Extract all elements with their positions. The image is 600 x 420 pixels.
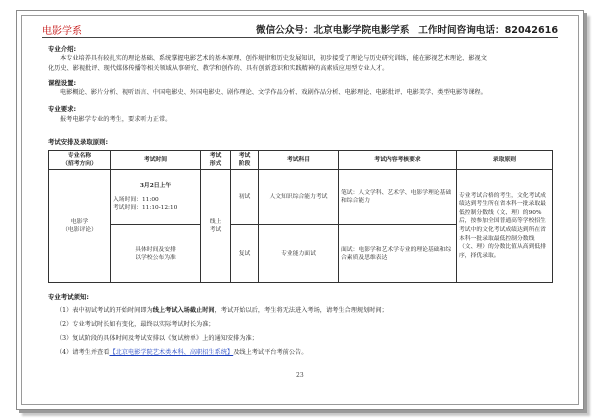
retest-time-cell: 具体时间及安排 以学校公布为准 [111,225,201,283]
subject-cell: 人文知识综合能力考试 [259,170,339,225]
hotline: 工作时间咨询电话：82042616 [418,25,558,36]
major-cell: 电影学 （电影评论） [49,170,111,283]
admission-cell: 专业考试合格的考生，文化考试成绩达到考生所在省本科一批录取最低控制分数线（文、理）的90%后，按参加全国普通高等学校招生考试中的文化考试成绩达到所在省本科一批录取最低控制分数线（文、理）的分数比值从高到低排序，择优录取。 [457,170,553,283]
note-emphasis: 线上考试入场截止时间 [152,307,215,314]
courses-text: 电影概论、影片分析、视听语言、中国电影史、外国电影史、剧作理论、文学作品分析、戏剧作品分析、电影理论、电影批评、电影美学、类型电影等课程。 [60,89,487,96]
admission-system-link[interactable]: 【北京电影学院艺术类本科、高职招生系统】 [109,349,234,356]
page-number: 23 [296,372,304,379]
col-form: 考试 形式 [201,151,231,170]
note-text: （1）表中初试考试的开始时间即为 [56,307,153,314]
col-content: 考试内容考核要求 [339,151,457,170]
exam-date: 3月2日上午 [139,183,172,189]
courses-heading: 课程设置: [48,79,77,87]
test-time: 考试时间：11:10-12:10 [113,205,178,211]
exam-time-cell [111,170,201,225]
note-text: 及线上考试平台考前公告。 [233,349,308,356]
col-admission: 录取原则 [457,151,553,170]
col-time: 考试时间 [111,151,201,170]
wechat-account: 微信公众号：北京电影学院电影学系 [256,25,410,36]
exam-table [48,150,553,283]
note-item-2: （2）专业考试时长如有变化，最终以实际考试时长为准； [56,321,215,328]
intro-line-1: 本专业培养具有较扎实的理论基础、系统掌握电影艺术的基本原理、创作规律和历史发展知识，初步接受了理论与历史研究训练，能在影视艺术理论、影视文 [60,55,487,62]
stage-cell: 复试 [231,225,259,283]
subject-cell: 专业能力面试 [259,225,339,283]
requirements-text: 报考电影学专业的考生，要求听力正常。 [60,116,172,123]
table-row [49,170,553,225]
entry-time: 入场时间：11:00 [113,197,159,203]
stage-cell: 初试 [231,170,259,225]
col-subject: 考试科目 [259,151,339,170]
note-text: （4）请考生并查看 [56,349,110,356]
exam-table-header [49,151,553,170]
note-item-4 [56,348,307,357]
note-item-1 [56,306,388,315]
exam-form-cell: 线上 考试 [201,170,231,283]
content-cell: 面试：电影学和艺术学专业的理论基础和综合素质及思维表达 [339,225,457,283]
requirements-heading: 专业要求: [48,105,77,113]
content-cell: 笔试：人文学科、艺术学、电影学理论基础和综合能力 [339,170,457,225]
note-item-3: （3）复试阶段的具体时间及考试安排以《复试榜单》上的通知安排为准； [56,335,258,342]
col-stage: 考试 阶段 [231,151,259,170]
department-name: 电影学系 [42,26,82,37]
intro-heading: 专业介绍: [48,45,77,53]
notes-heading: 专业考试须知: [48,293,89,301]
col-major: 专业名称 （招考方向） [49,151,111,170]
note-text: ，考试开始以后，考生将无法进入考场，请考生合理规划时间； [214,307,388,314]
intro-line-2: 化历史、影视批评、现代媒体传播等相关领域从事研究、教学和创作的、具有创新意识和实践精神的高素质应用型专业人才。 [48,65,389,72]
exam-heading: 考试安排及录取原则: [48,138,109,146]
page-header [42,22,558,38]
